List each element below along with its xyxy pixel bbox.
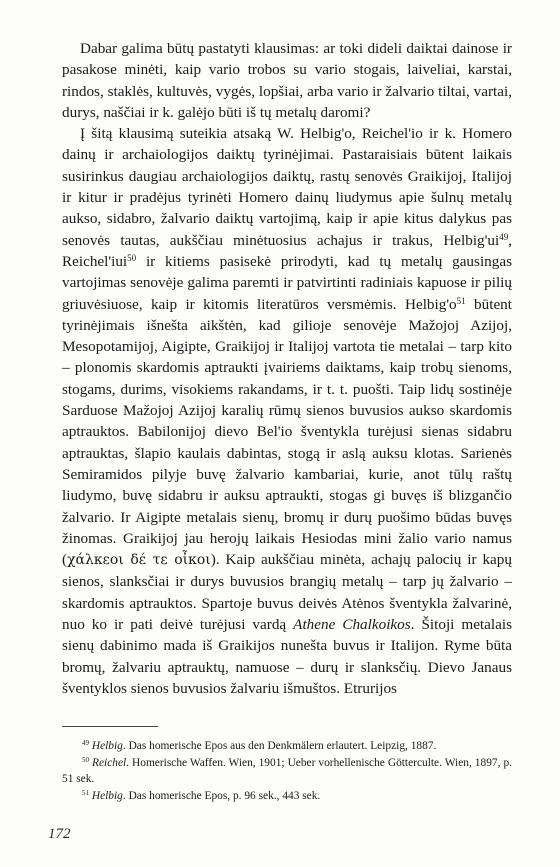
footnote-ref-50: 50 <box>127 252 137 263</box>
text-run: , Reichel'iui <box>62 231 512 270</box>
footnote-ref-49: 49 <box>499 231 509 242</box>
footnote-50 <box>62 755 512 787</box>
footnote-text: . Homerische Waffen. Wien, 1901; Ueber vorhellenische Götterculte. Wien, 1897, p. 51 sek. <box>62 757 512 785</box>
paragraph-1: Dabar galima būtų pastatyti klausimas: ar toki dideli daiktai dainose ir pasakose minėti, kaip vario trobos su vario stogais, laiveliai, karstai, rindos, staklės, kultuvės, vygės, lopšiai, arba vario ir žalvario tiltai, vartai, durys, naščiai ir k. galėjo būti iš tų metalų daromi? <box>62 40 512 121</box>
page-number: 172 <box>48 826 71 842</box>
italic-term: Athene Chalkoikos <box>293 616 411 634</box>
footnotes <box>62 738 512 805</box>
paragraph-2 <box>62 123 512 699</box>
footnote-ref-51: 51 <box>456 295 466 306</box>
text-run: būtent tyrinėjimais išnešta aikštėn, kad gilioje senovėje Mažojoj Azijoj, Mesopotamijoj, Aigipte, Graikijoj ir Italijoj vartota tie metalai – tarp kito – plonomis skardomis aptraukti įvairiems daiktams, kaip trobų sienoms, stogams, durims, visokiems rakandams, ir t. t. puošti. Taip lidų sostinėje Sarduose Mažojoj Azijoj karalių rūmų sienos buvusios aukso skardomis aptrauktos. Babilonijoj dievo Bel'io šventykla turėjusi sienas sidabru aptrauktas, šlapio kaulais dabintas, stogą ir aslą auksu klotas. Sarienės Semiramidos pilyje buvę žalvario kambariai, kurie, anot tūlų raštų liudymo, buvę sidabru ir auksu aptraukti, stogas gi buvęs iš blizgančio žalvario. Ir Aigipte metalais sienų, bromų ir durų puošimo būdas buvęs žinomas. Graikijoj jau herojų laikais Hesiodas mini žalio vario namus ( <box>62 295 512 569</box>
text-run: ). Kaip aukščiau minėta, achajų palocių ir kapų sienos, slanksčiai ir durys buvusios brangių metalų – tarp jų žalvario – skardomis aptrauktos. Spartoje buvus deivės Atėnos šventykla žalvarinė, nuo ko ir pati deivė turėjusi vardą <box>62 551 512 634</box>
text-run: . Šitoji metalais sienų dabinimo mada iš Graikijos nunešta buvus ir Italijon. Ryme būta bromų, žalvariu aptrauktų, namuose – durų ir slanksčių. Dievo Janaus šventyklos sienos buvusios žalvariu išmuštos. Etrurijos <box>62 616 512 697</box>
footnote-text: . Das homerische Epos aus den Denkmälern erlautert. Leipzig, 1887. <box>122 740 437 752</box>
main-text <box>62 38 512 699</box>
text-run: Į šitą klausimą suteikia atsaką W. Helbig'o, Reichel'io ir k. Homero dainų ir archaiologijos daiktų tyrinėjimai. Pastaraisiais būtent laikais susirinkus daugiau archaiologijos daiktų, rastų senovės Graikijoj, Italijoj ir kitur ir pradėjus tyrinėti Homero dainų liudymus apie šulnų metalų aukso, sidabro, žalvario daiktų vartojimą, kaip ir apie kitus dalykus pas senovės tautas, aukščiau minėtuosius achajus ir trakus, Helbig'ui <box>62 125 512 249</box>
footnote-author: Helbig <box>91 740 123 752</box>
footnote-number: 51 <box>82 789 89 797</box>
footnote-number: 50 <box>82 756 89 764</box>
footnote-author: Reichel <box>92 757 127 769</box>
greek-quote: χάλκεοι δέ τε οἶκοι <box>67 552 211 569</box>
footnote-number: 49 <box>82 739 89 747</box>
footnote-text: . Das homerische Epos, p. 96 sek., 443 sek. <box>122 790 321 802</box>
footnote-51 <box>62 788 512 804</box>
footnote-divider <box>62 726 158 727</box>
footnote-49 <box>62 738 512 754</box>
text-run: ir kitiems pasisekė prirodyti, kad tų metalų gausingas vartojimas senovėje galima paremti ir patvirtinti radiniais kapuose ir pilių griuvėsiuose, kaip ir kitomis literatūros versmėmis. Helbig'o <box>62 252 512 313</box>
footnote-author: Helbig <box>91 790 123 802</box>
